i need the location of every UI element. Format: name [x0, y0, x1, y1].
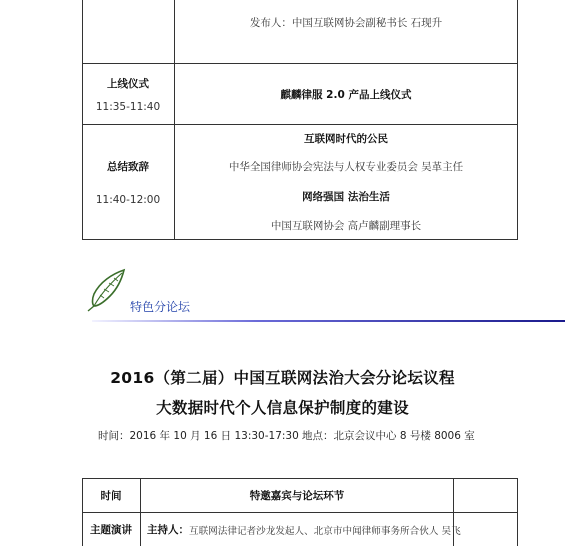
column-header-guests: 特邀嘉宾与论坛环节	[249, 490, 345, 502]
feather-quill-icon	[84, 268, 128, 312]
forum-agenda-table	[82, 478, 518, 546]
table-header-cell	[141, 479, 453, 512]
table-row-content-cell	[175, 64, 517, 124]
agenda-time: 时间：2016 年 10 月 16 日 13:30-17:30	[98, 430, 299, 442]
table-row-content-cell	[175, 125, 517, 239]
closing-speech-time: 11:40-12:00	[95, 193, 161, 206]
host-label: 主持人：	[147, 524, 189, 536]
table-border-right	[517, 0, 518, 240]
table-border-bottom	[82, 239, 518, 240]
speech-title: 网络强国 法治生活	[302, 191, 390, 203]
agenda-location: 地点：北京会议中心 8 号楼 8006 室	[302, 430, 475, 442]
host-text: 互联网法律记者沙龙发起人、北京市中闻律师事务所合伙人 吴飞	[189, 525, 461, 537]
product-launch-text: 麒麟律服 2.0 产品上线仪式	[280, 88, 412, 101]
keynote-label: 主题演讲	[90, 524, 132, 536]
speech-title: 互联网时代的公民	[304, 133, 388, 145]
speech-speaker: 中华全国律师协会宪法与人权专业委员会 吴革主任	[228, 161, 464, 173]
launch-ceremony-time: 11:35-11:40	[95, 100, 161, 113]
agenda-subtitle: 大数据时代个人信息保护制度的建设	[156, 399, 409, 417]
section-title: 特色分论坛	[130, 300, 191, 314]
agenda-title: 2016（第二届）中国互联网法治大会分论坛议程	[110, 369, 455, 387]
section-divider	[92, 320, 565, 322]
top-agenda-table	[82, 0, 518, 240]
column-header-time: 时间	[100, 490, 122, 502]
table-row	[175, 0, 517, 44]
launch-ceremony-label: 上线仪式	[107, 77, 149, 90]
table-row-label-cell	[82, 125, 174, 239]
closing-speech-label: 总结致辞	[107, 160, 149, 173]
table-row-label-cell	[82, 64, 174, 124]
table-row	[147, 513, 461, 546]
table-row-label-cell	[82, 513, 140, 546]
speech-speaker: 中国互联网协会 高卢麟副理事长	[270, 220, 422, 232]
table-header-cell	[82, 479, 140, 512]
publisher-text: 发布人：中国互联网协会副秘书长 石现升	[249, 16, 443, 29]
table-border-right	[517, 478, 518, 546]
